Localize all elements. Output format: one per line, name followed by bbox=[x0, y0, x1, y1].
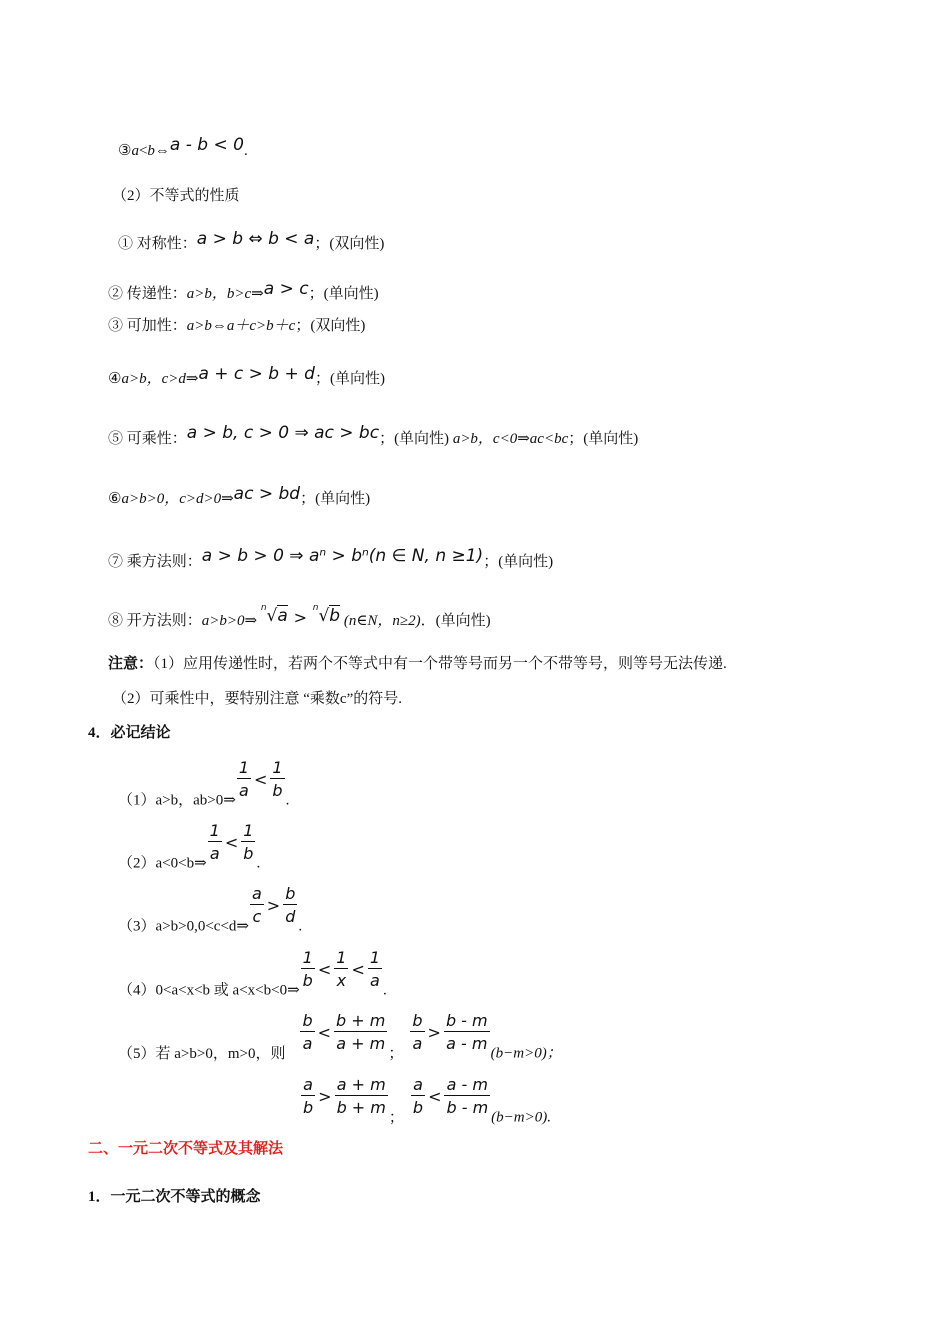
subsection-inequality-properties: （2）不等式的性质 bbox=[112, 188, 240, 204]
conclusion-2: （2）a<0<b⇒ $\frac{1}{a}$ < $\frac{1}{b}$ . bbox=[118, 821, 261, 872]
note-2: （2）可乘性中，要特别注意 “乘数c”的符号. bbox=[112, 691, 402, 707]
property-additivity: ③ 可加性：a>b⇔a＋c>b＋c；(双向性) bbox=[108, 318, 366, 334]
math-expression: a - b < 0 bbox=[169, 135, 244, 155]
property-power-rule: ⑦ 乘方法则：a > b > 0 ⇒ aⁿ > bⁿ(n ∈ N, n ≥1)；(单向性) bbox=[108, 546, 554, 570]
conclusion-4: （4）0<a<x<b 或 a<x<b<0⇒ $\frac{1}{b}$ < $\frac{1}{x}$ < $\frac{1}{a}$ . bbox=[118, 948, 387, 999]
property-transitivity: ② 传递性：a>b，b>c⇒a > c；(单向性) bbox=[108, 279, 379, 302]
conclusion-1: （1）a>b，ab>0⇒ $\frac{1}{a}$ < $\frac{1}{b}$ . bbox=[118, 758, 290, 809]
heading-quadratic-concept: 1．一元二次不等式的概念 bbox=[88, 1189, 261, 1205]
property-multiplication: ⑤ 可乘性：a > b, c > 0 ⇒ ac > bc；(单向性) a>b，c<0⇒ac<bc；(单向性) bbox=[108, 423, 639, 447]
property-root-rule: ⑧ 开方法则：a>b>0⇒ $^n$√a > $^n$√b (n∈N，n≥2)．(单向性) bbox=[108, 603, 491, 629]
property-symmetry: ① 对称性：a > b ⇔ b < a；(双向性) bbox=[118, 229, 385, 252]
note-1: 注意：（1）应用传递性时，若两个不等式中有一个带等号而另一个不带等号，则等号无法传递. bbox=[108, 656, 727, 672]
nth-root-a: $^n$√a bbox=[260, 603, 288, 626]
heading-conclusions: 4．必记结论 bbox=[88, 725, 171, 741]
line-property-3-difference: ③a<b⇔a - b < 0. bbox=[118, 135, 248, 159]
conclusion-5-line-1: （5）若 a>b>0，m>0，则 $\frac{b}{a}$ < $\frac{b + m}{a + m}$ ； $\frac{b}{a}$ > $\frac{b - m}{a - m}$ (b−m>0)； bbox=[118, 1011, 562, 1062]
property-multiply-positive: ⑥a>b>0，c>d>0⇒ac > bd；(单向性) bbox=[108, 484, 371, 507]
conclusion-5-line-2: $\frac{a}{b}$ > $\frac{a + m}{b + m}$ ； $\frac{a}{b}$ < $\frac{a - m}{b - m}$ (b−m>0). bbox=[303, 1075, 551, 1126]
conclusion-3: （3）a>b>0,0<c<d⇒ $\frac{a}{c}$ > $\frac{b}{d}$ . bbox=[118, 884, 303, 935]
section-heading-quadratic: 二、一元二次不等式及其解法 bbox=[88, 1141, 284, 1157]
nth-root-b: $^n$√b bbox=[312, 603, 341, 626]
property-add-inequalities: ④a>b，c>d⇒a + c > b + d；(单向性) bbox=[108, 364, 385, 387]
